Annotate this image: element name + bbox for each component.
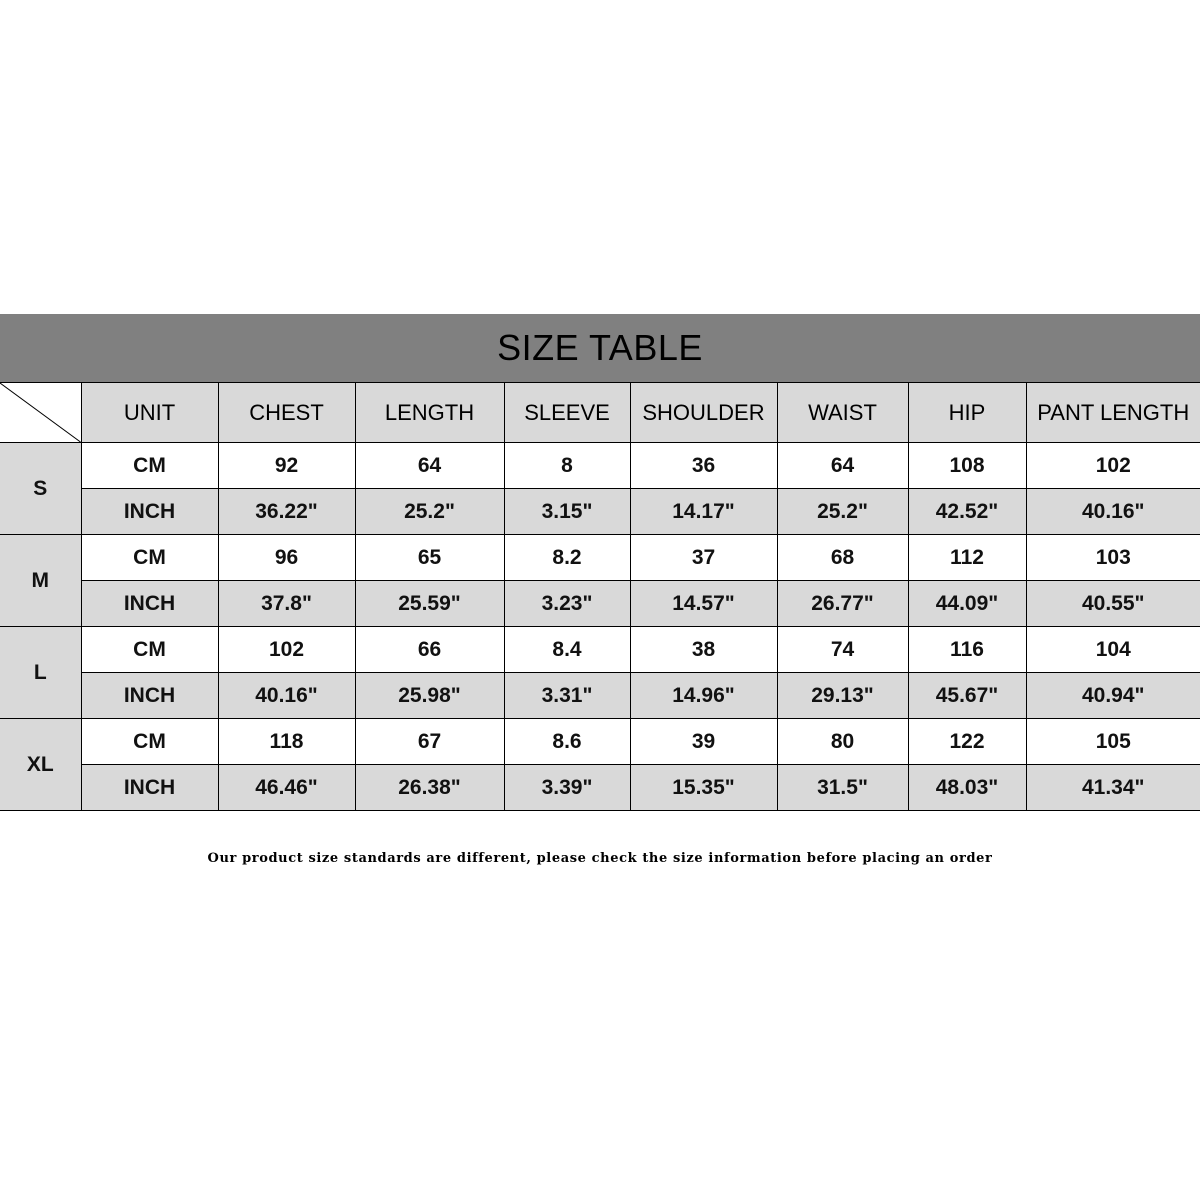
unit-cell: INCH [81,489,218,535]
value-cell: 65 [355,535,504,581]
column-header-unit: UNIT [81,383,218,443]
value-cell: 44.09" [908,581,1026,627]
table-row [0,719,1200,765]
unit-cell: INCH [81,581,218,627]
value-cell: 8.6 [504,719,630,765]
unit-cell: CM [81,719,218,765]
table-title: SIZE TABLE [0,314,1200,382]
value-cell: 14.96" [630,673,777,719]
value-cell: 64 [777,443,908,489]
value-cell: 14.57" [630,581,777,627]
value-cell: 103 [1026,535,1200,581]
table-row [0,627,1200,673]
unit-cell: CM [81,627,218,673]
value-cell: 25.2" [355,489,504,535]
unit-cell: INCH [81,765,218,811]
column-header-sleeve: SLEEVE [504,383,630,443]
value-cell: 41.34" [1026,765,1200,811]
value-cell: 26.77" [777,581,908,627]
value-cell: 74 [777,627,908,673]
value-cell: 105 [1026,719,1200,765]
size-label: XL [0,719,81,811]
value-cell: 36 [630,443,777,489]
table-row [0,443,1200,489]
value-cell: 31.5" [777,765,908,811]
size-label: L [0,627,81,719]
column-header-waist: WAIST [777,383,908,443]
value-cell: 3.23" [504,581,630,627]
value-cell: 64 [355,443,504,489]
size-table [0,382,1200,811]
value-cell: 3.39" [504,765,630,811]
value-cell: 14.17" [630,489,777,535]
value-cell: 46.46" [218,765,355,811]
column-header-length: LENGTH [355,383,504,443]
table-row [0,581,1200,627]
value-cell: 40.16" [1026,489,1200,535]
value-cell: 104 [1026,627,1200,673]
value-cell: 108 [908,443,1026,489]
value-cell: 118 [218,719,355,765]
value-cell: 40.55" [1026,581,1200,627]
value-cell: 38 [630,627,777,673]
diagonal-divider-icon [0,383,81,442]
size-table-section [0,314,1200,811]
value-cell: 68 [777,535,908,581]
column-header-pant-length: PANT LENGTH [1026,383,1200,443]
value-cell: 96 [218,535,355,581]
value-cell: 26.38" [355,765,504,811]
value-cell: 92 [218,443,355,489]
value-cell: 8.4 [504,627,630,673]
header-row [0,383,1200,443]
unit-cell: INCH [81,673,218,719]
value-cell: 102 [1026,443,1200,489]
value-cell: 48.03" [908,765,1026,811]
value-cell: 80 [777,719,908,765]
value-cell: 8 [504,443,630,489]
table-row [0,535,1200,581]
table-row [0,489,1200,535]
unit-cell: CM [81,443,218,489]
unit-cell: CM [81,535,218,581]
value-cell: 25.59" [355,581,504,627]
value-cell: 45.67" [908,673,1026,719]
value-cell: 37.8" [218,581,355,627]
value-cell: 15.35" [630,765,777,811]
value-cell: 29.13" [777,673,908,719]
value-cell: 112 [908,535,1026,581]
value-cell: 102 [218,627,355,673]
value-cell: 3.15" [504,489,630,535]
value-cell: 39 [630,719,777,765]
table-row [0,765,1200,811]
corner-cell [0,383,81,443]
value-cell: 66 [355,627,504,673]
value-cell: 122 [908,719,1026,765]
value-cell: 116 [908,627,1026,673]
value-cell: 67 [355,719,504,765]
value-cell: 3.31" [504,673,630,719]
footnote: Our product size standards are different, please check the size information before placing an order [207,851,993,866]
value-cell: 25.98" [355,673,504,719]
value-cell: 37 [630,535,777,581]
value-cell: 40.94" [1026,673,1200,719]
value-cell: 42.52" [908,489,1026,535]
column-header-shoulder: SHOULDER [630,383,777,443]
column-header-hip: HIP [908,383,1026,443]
column-header-chest: CHEST [218,383,355,443]
value-cell: 8.2 [504,535,630,581]
value-cell: 25.2" [777,489,908,535]
size-label: S [0,443,81,535]
value-cell: 36.22" [218,489,355,535]
size-label: M [0,535,81,627]
table-row [0,673,1200,719]
value-cell: 40.16" [218,673,355,719]
